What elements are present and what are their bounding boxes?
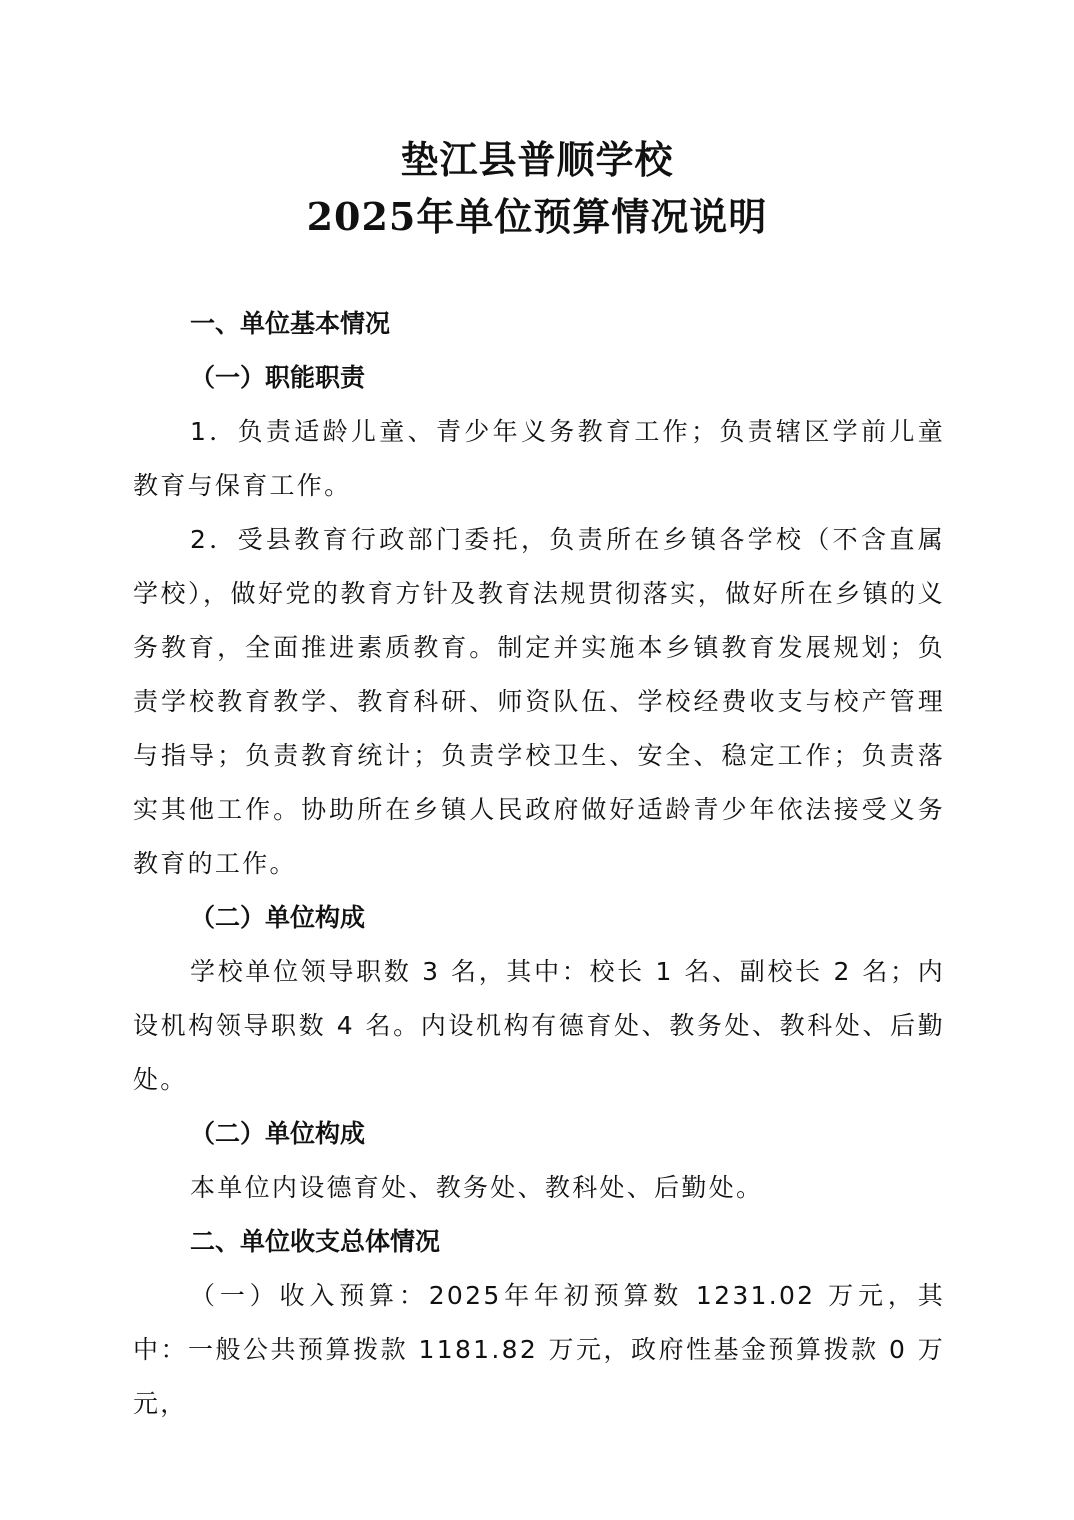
paragraph-income-budget: （一）收入预算：2025年年初预算数 1231.02 万元，其中：一般公共预算拨款 1181.82 万元，政府性基金预算拨款 0 万元， (133, 1281, 945, 1418)
paragraph-internal-departments: 本单位内设德育处、教务处、教科处、后勤处。 (190, 1173, 764, 1202)
document-title-line2: 2025年单位预算情况说明 (306, 194, 768, 239)
document-title-line1: 垫江县普顺学校 (400, 137, 674, 182)
section-heading-budget-overview: 二、单位收支总体情况 (190, 1227, 441, 1256)
subsection-heading-composition-2: （二）单位构成 (190, 1119, 366, 1148)
paragraph-duty-2: 2．受县教育行政部门委托，负责所在乡镇各学校（不含直属学校），做好党的教育方针及教育法规贯彻落实，做好所在乡镇的义务教育，全面推进素质教育。制定并实施本乡镇教育发展规划；负责学校教育教学、教育科研、师资队伍、学校经费收支与校产管理与指导；负责教育统计；负责学校卫生、安全、稳定工作；负责落实其他工作。协助所在乡镇人民政府做好适龄青少年依法接受义务教育的工作。 (133, 525, 945, 878)
subsection-heading-composition: （二）单位构成 (190, 903, 366, 932)
subsection-heading-duties: （一）职能职责 (190, 363, 366, 392)
section-heading-basic-info: 一、单位基本情况 (190, 309, 391, 338)
paragraph-composition: 学校单位领导职数 3 名，其中：校长 1 名、副校长 2 名；内设机构领导职数 4 名。内设机构有德育处、教务处、教科处、后勤处。 (133, 957, 945, 1094)
paragraph-duty-1: 1．负责适龄儿童、青少年义务教育工作；负责辖区学前儿童教育与保育工作。 (133, 417, 945, 500)
document-body (133, 297, 945, 1431)
